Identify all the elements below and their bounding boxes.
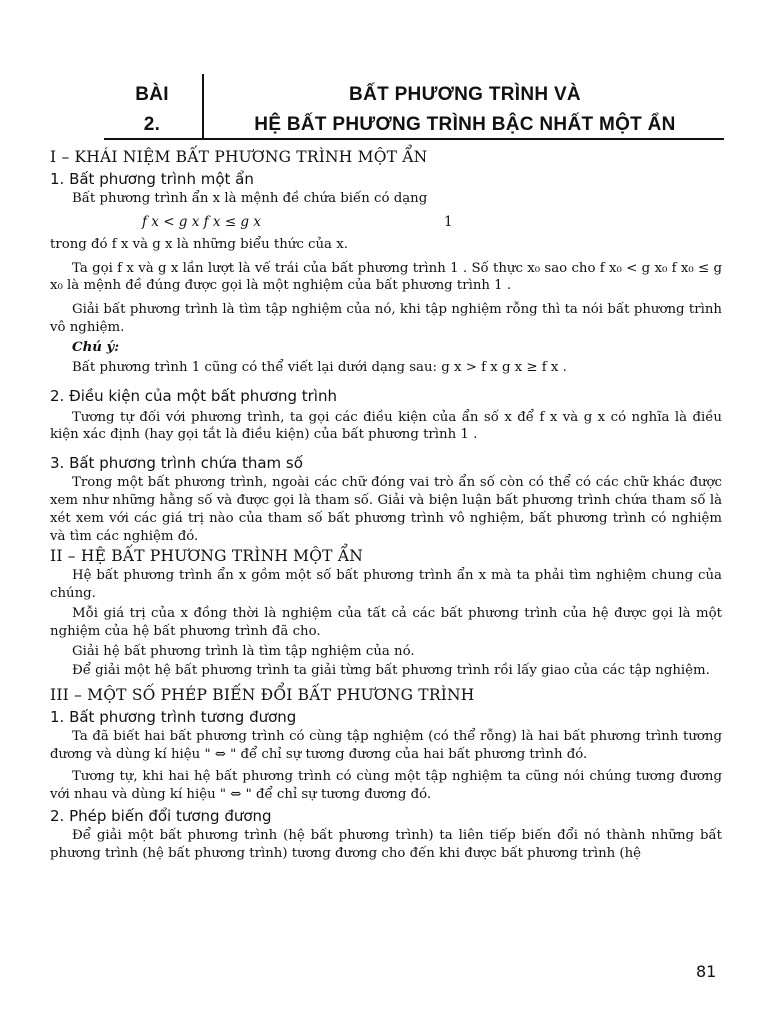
paragraph: Tương tự, khi hai hệ bất phương trình có cùng một tập nghiệm ta cũng nói chúng tương đương với nhau và dùng kí hiệu " ⇔ " để chỉ sự tương đương đó. [50,768,722,802]
lesson-number [104,80,200,140]
paragraph: Giải bất phương trình là tìm tập nghiệm của nó, khi tập nghiệm rỗng thì ta nói bất phương trình vô nghiệm. [50,302,722,335]
lesson-label: BÀI [135,84,169,105]
subsection-heading-3-2: 2. Phép biến đổi tương đương [50,807,272,826]
paragraph: Ta gọi f x và g x lần lượt là vế trái của bất phương trình 1 . Số thực x₀ sao cho f x₀ < g x₀ f x₀ ≤ g x₀ là mệnh đề đúng được gọi là một nghiệm của bất phương trình 1 . [50,260,722,294]
paragraph: Giải hệ bất phương trình là tìm tập nghiệm của nó. [72,643,415,659]
page-number: 81 [696,962,717,981]
subsection-heading-1-1: 1. Bất phương trình một ẩn [50,170,254,188]
paragraph: Để giải một hệ bất phương trình ta giải từng bất phương trình rồi lấy giao của các tập nghiệm. [72,663,710,679]
subsection-heading-1-2: 2. Điều kiện của một bất phương trình [50,386,337,405]
formula-expression: f x < g x f x ≤ g x [142,213,261,230]
paragraph: Ta đã biết hai bất phương trình có cùng tập nghiệm (có thể rỗng) là hai bất phương trình tương đương và dùng kí hiệu " ⇔ " để chỉ sự tương đương của hai bất phương trình đó. [50,729,722,762]
subsection-heading-3-1: 1. Bất phương trình tương đương [50,708,297,727]
note-label: Chú ý: [72,339,120,355]
page-content [50,146,722,863]
inequality-formula [142,208,722,236]
subsection-heading-1-3: 3. Bất phương trình chứa tham số [50,454,303,473]
paragraph: Để giải một bất phương trình (hệ bất phương trình) ta liên tiếp biến đổi nó thành những bất phương trình (hệ bất phương trình) tương đương cho đến khi được bất phương trình (hệ [50,828,722,862]
lesson-title [206,80,724,140]
lesson-index: 2. [143,114,161,135]
paragraph: Tương tự đối với phương trình, ta gọi các điều kiện của ẩn số x để f x và g x có nghĩa là điều kiện xác định (hay gọi tắt là điều kiện) của bất phương trình 1 . [50,409,722,443]
lesson-header [104,74,724,140]
paragraph: Trong một bất phương trình, ngoài các chữ đóng vai trò ẩn số còn có thể có các chữ khác được xem như những hằng số và được gọi là tham số. Giải và biện luận bất phương trình chứa tham số là xét xem với các giá trị nào của tham số bất phương trình vô nghiệm, bất phương trình có nghiệm và tìm các nghiệm đó. [50,475,722,544]
note-paragraph: Bất phương trình 1 cũng có thể viết lại dưới dạng sau: g x > f x g x ≥ f x . [72,359,567,375]
paragraph: Hệ bất phương trình ẩn x gồm một số bất phương trình ẩn x mà ta phải tìm nghiệm chung của chúng. [50,568,722,602]
section-heading-3: III – MỘT SỐ PHÉP BIẾN ĐỔI BẤT PHƯƠNG TRÌNH [50,686,475,705]
section-heading-1: I – KHÁI NIỆM BẤT PHƯƠNG TRÌNH MỘT ẨN [50,148,428,166]
section-heading-2: II – HỆ BẤT PHƯƠNG TRÌNH MỘT ẨN [50,547,363,566]
lesson-title-line2: HỆ BẤT PHƯƠNG TRÌNH BẬC NHẤT MỘT ẨN [254,114,676,135]
paragraph: trong đó f x và g x là những biểu thức của x. [50,236,348,252]
formula-number: 1 [444,213,453,230]
header-divider [202,74,204,138]
lesson-title-line1: BẤT PHƯƠNG TRÌNH VÀ [349,84,581,105]
paragraph: Bất phương trình ẩn x là mệnh đề chứa biến có dạng [72,191,428,206]
paragraph: Mỗi giá trị của x đồng thời là nghiệm của tất cả các bất phương trình của hệ được gọi là một nghiệm của hệ bất phương trình đã cho. [50,605,722,639]
